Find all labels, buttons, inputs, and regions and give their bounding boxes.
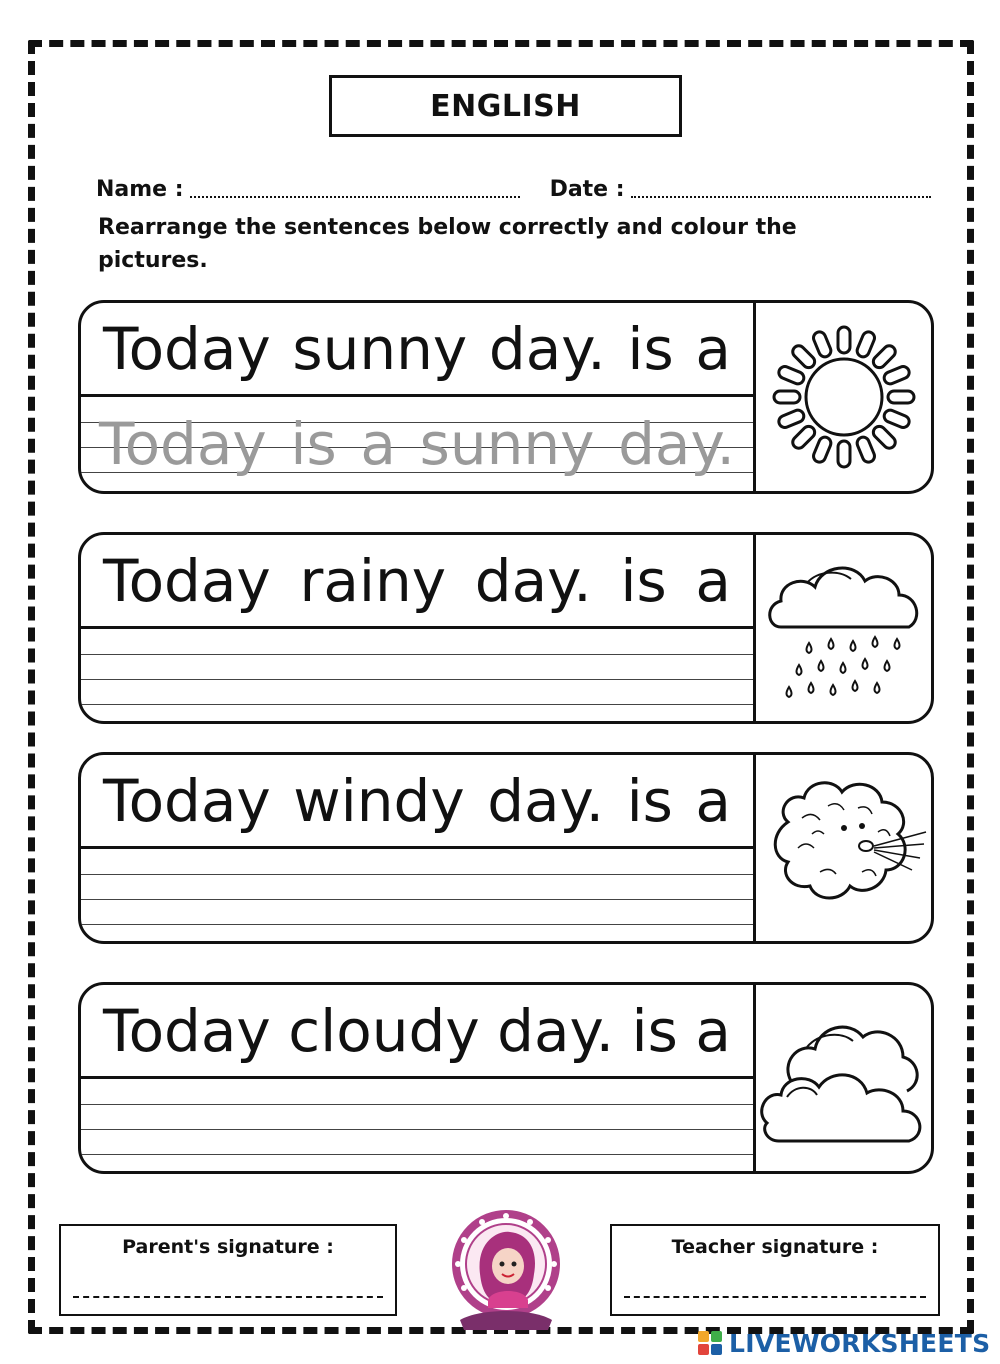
guide-line	[81, 704, 753, 705]
date-label: Date :	[549, 177, 625, 202]
guide-line	[81, 654, 753, 655]
sentence-card-sunny	[78, 300, 934, 494]
answer-word: a	[360, 410, 396, 478]
name-date-row	[96, 170, 954, 202]
sun-icon	[764, 317, 924, 477]
sentence-card-windy	[78, 752, 934, 944]
answer-word: sunny	[419, 410, 595, 478]
subject-title-text: ENGLISH	[430, 88, 581, 124]
writing-lines[interactable]	[81, 849, 753, 941]
parent-signature-label: Parent's signature :	[122, 1236, 334, 1258]
sentence-card-rainy	[78, 532, 934, 724]
sentence-area	[81, 303, 753, 491]
word[interactable]: Today	[103, 314, 271, 383]
wind-cloud-icon	[758, 762, 930, 934]
word[interactable]: day.	[487, 766, 605, 835]
instructions: Rearrange the sentences below correctly and colour the pictures.	[98, 215, 797, 273]
picture-sunny	[753, 303, 931, 491]
word[interactable]: sunny	[292, 314, 468, 383]
teacher-logo	[440, 1208, 572, 1332]
liveworksheets-logo-icon	[697, 1330, 723, 1356]
word[interactable]: a	[695, 996, 731, 1065]
sentence-area	[81, 755, 753, 941]
brand-name: LIVEWORKSHEETS	[729, 1328, 991, 1358]
scrambled-sentence	[81, 303, 753, 397]
parent-signature-box	[59, 1224, 397, 1316]
date-field[interactable]	[631, 182, 931, 198]
word[interactable]: Today	[103, 996, 271, 1065]
word[interactable]: a	[695, 314, 731, 383]
word[interactable]: day.	[474, 546, 592, 615]
word[interactable]: windy	[293, 766, 465, 835]
scrambled-sentence	[81, 755, 753, 849]
guide-line	[81, 874, 753, 875]
clouds-icon	[757, 1003, 931, 1153]
name-label: Name :	[96, 177, 184, 202]
parent-signature-field[interactable]	[73, 1296, 383, 1298]
word[interactable]: is	[627, 314, 674, 383]
girl-avatar-icon	[440, 1208, 572, 1332]
word[interactable]: Today	[103, 546, 271, 615]
rain-cloud-icon	[759, 543, 929, 713]
guide-line	[81, 899, 753, 900]
name-field[interactable]	[190, 182, 520, 198]
scrambled-sentence	[81, 535, 753, 629]
sentence-card-cloudy	[78, 982, 934, 1174]
writing-lines[interactable]	[81, 629, 753, 721]
sentence-area	[81, 985, 753, 1171]
liveworksheets-brand[interactable]	[697, 1328, 990, 1358]
sentence-area	[81, 535, 753, 721]
word[interactable]: Today	[103, 766, 271, 835]
picture-cloudy	[753, 985, 931, 1171]
writing-lines[interactable]	[81, 397, 753, 491]
scrambled-sentence	[81, 985, 753, 1079]
answer-word: day.	[618, 410, 735, 478]
guide-line	[81, 1154, 753, 1155]
example-answer	[81, 397, 753, 491]
guide-line	[81, 679, 753, 680]
guide-line	[81, 1104, 753, 1105]
guide-line	[81, 924, 753, 925]
word[interactable]: is	[626, 766, 673, 835]
word[interactable]: day.	[497, 996, 615, 1065]
picture-rainy	[753, 535, 931, 721]
word[interactable]: a	[695, 546, 731, 615]
writing-lines[interactable]	[81, 1079, 753, 1171]
picture-windy	[753, 755, 931, 941]
guide-line	[81, 1129, 753, 1130]
word[interactable]: is	[620, 546, 667, 615]
word[interactable]: rainy	[299, 546, 447, 615]
word[interactable]: day.	[488, 314, 606, 383]
word[interactable]: is	[631, 996, 678, 1065]
teacher-signature-label: Teacher signature :	[671, 1236, 879, 1258]
subject-title	[329, 75, 682, 137]
answer-word: is	[290, 410, 337, 478]
teacher-signature-box	[610, 1224, 940, 1316]
answer-word: Today	[99, 410, 267, 478]
teacher-signature-field[interactable]	[624, 1296, 926, 1298]
word[interactable]: cloudy	[288, 996, 480, 1065]
word[interactable]: a	[695, 766, 731, 835]
